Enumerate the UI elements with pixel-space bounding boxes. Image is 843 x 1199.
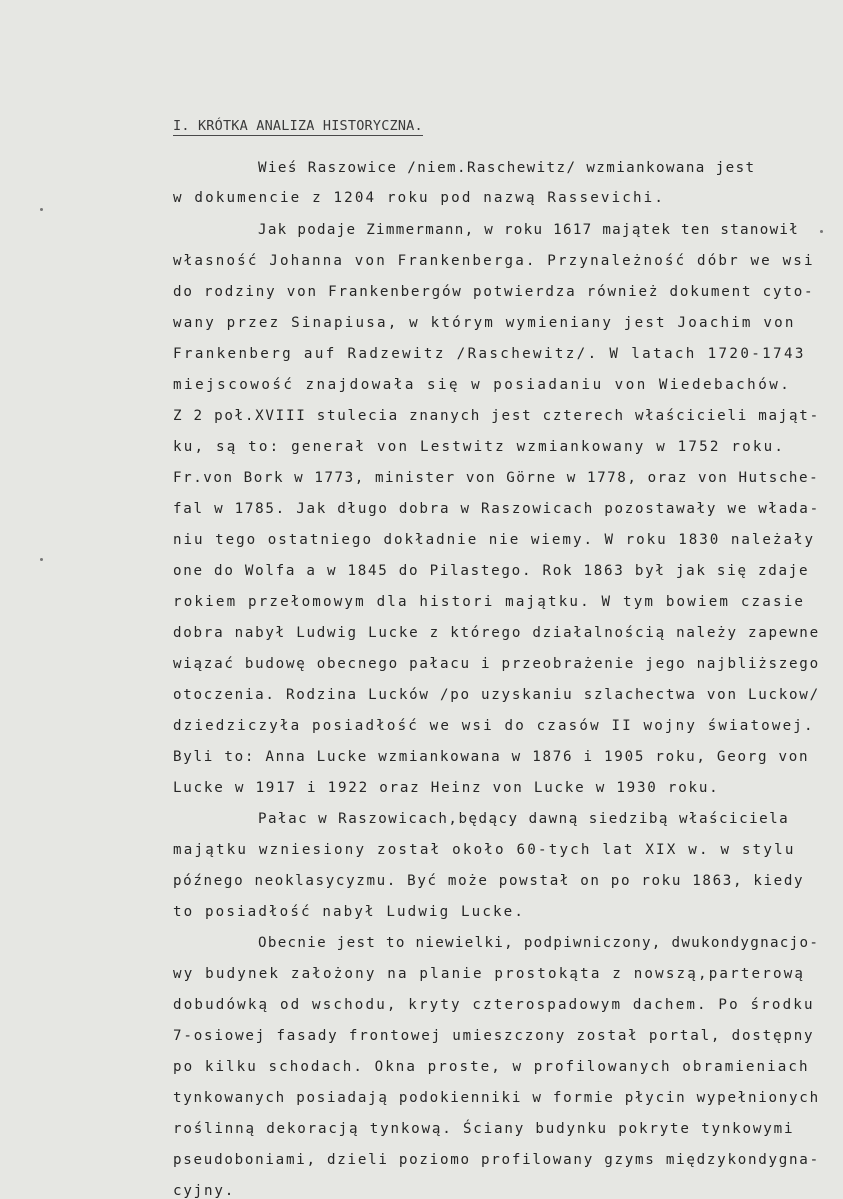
text-line: po kilku schodach. Okna proste, w profilowanych obramieniach <box>173 1059 810 1075</box>
text-line: ku, są to: generał von Lestwitz wzmiankowany w 1752 roku. <box>173 439 786 455</box>
text-line: późnego neoklasycyzmu. Być może powstał on po roku 1863, kiedy <box>173 873 805 889</box>
text-line: Z 2 poł.XVIII stulecia znanych jest czterech właścicieli mająt- <box>173 408 820 424</box>
text-line: Wieś Raszowice /niem.Raschewitz/ wzmiankowana jest <box>258 160 756 176</box>
text-line: Byli to: Anna Lucke wzmiankowana w 1876 i 1905 roku, Georg von <box>173 749 810 765</box>
text-line: roślinną dekoracją tynkową. Ściany budynku pokryte tynkowymi <box>173 1121 795 1137</box>
text-line: niu tego ostatniego dokładnie nie wiemy. W roku 1830 należały <box>173 532 816 548</box>
text-line: wany przez Sinapiusa, w którym wymieniany jest Joachim von <box>173 315 796 331</box>
margin-speck <box>820 230 823 233</box>
text-line: cyjny. <box>173 1183 236 1199</box>
text-line: do rodziny von Frankenbergów potwierdza również dokument cyto- <box>173 284 815 300</box>
text-line: wy budynek założony na planie prostokąta z nowszą,parterową <box>173 966 806 982</box>
text-line: Jak podaje Zimmermann, w roku 1617 majątek ten stanowił <box>258 222 800 238</box>
text-line: one do Wolfa a w 1845 do Pilastego. Rok 1863 był jak się zdaje <box>173 563 810 579</box>
text-line: 7-osiowej fasady frontowej umieszczony został portal, dostępny <box>173 1028 815 1044</box>
text-line: Fr.von Bork w 1773, minister von Görne w 1778, oraz von Hutsche- <box>173 470 820 486</box>
text-line: w dokumencie z 1204 roku pod nazwą Rassevichi. <box>173 190 666 206</box>
text-line: dobudówką od wschodu, kryty czterospadowym dachem. Po środku <box>173 997 815 1013</box>
text-line: dobra nabył Ludwig Lucke z którego działalnością należy zapewne <box>173 625 820 641</box>
text-line: dziedziczyła posiadłość we wsi do czasów II wojny światowej. <box>173 718 815 734</box>
text-line: wiązać budowę obecnego pałacu i przeobrażenie jego najbliższego <box>173 656 820 672</box>
text-line: miejscowość znajdowała się w posiadaniu von Wiedebachów. <box>173 377 792 393</box>
text-line: to posiadłość nabył Ludwig Lucke. <box>173 904 525 920</box>
text-line: Lucke w 1917 i 1922 oraz Heinz von Lucke w 1930 roku. <box>173 780 720 796</box>
text-line: pseudoboniami, dzieli poziomo profilowany gzyms międzykondygna- <box>173 1152 820 1168</box>
text-line: Pałac w Raszowicach,będący dawną siedzibą właściciela <box>258 811 790 827</box>
text-line: rokiem przełomowym dla histori majątku. W tym bowiem czasie <box>173 594 806 610</box>
text-line: majątku wzniesiony został około 60-tych lat XIX w. w stylu <box>173 842 796 858</box>
section-heading: I. KRÓTKA ANALIZA HISTORYCZNA. <box>173 118 423 134</box>
text-line: Obecnie jest to niewielki, podpiwniczony, dwukondygnacjo- <box>258 935 820 951</box>
text-line: tynkowanych posiadają podokienniki w formie płycin wypełnionych <box>173 1090 820 1106</box>
margin-speck <box>40 208 43 211</box>
margin-speck <box>40 558 43 561</box>
text-line: fal w 1785. Jak długo dobra w Raszowicach pozostawały we włada- <box>173 501 820 517</box>
text-line: Frankenberg auf Radzewitz /Raschewitz/. W latach 1720-1743 <box>173 346 806 362</box>
text-line: otoczenia. Rodzina Lucków /po uzyskaniu szlachectwa von Luckow/ <box>173 687 820 703</box>
text-line: własność Johanna von Frankenberga. Przynależność dóbr we wsi <box>173 253 815 269</box>
